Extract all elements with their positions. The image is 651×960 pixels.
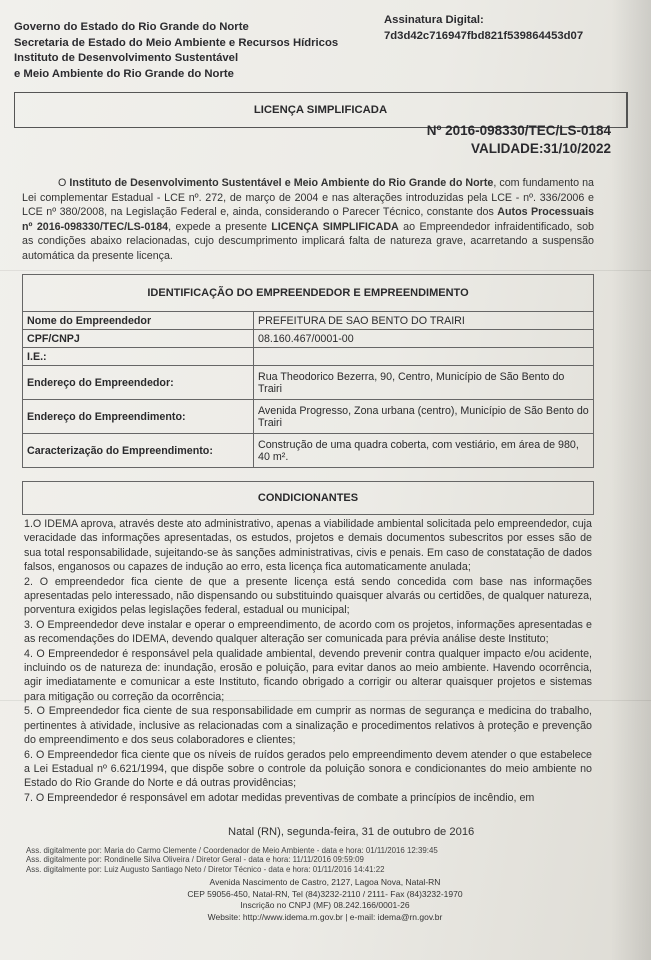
- issue-date-line: Natal (RN), segunda-feira, 31 de outubro de 2016: [228, 826, 475, 838]
- table-row: [23, 366, 594, 400]
- condition-item: 4. O Empreendedor é responsável pela qualidade ambiental, devendo prevenir contra qualquer impacto e/ou acidente, incluindo os de natureza de: inundação, erosão e poluição, para evitar danos ao meio ambiente. Havendo ocorrência, agir imediatamente e comunicar a este Instituto, ficando obrigado a corrigir ou alterar quaisquer projetos e sistemas para mitigação ou correção da ocorrência;: [24, 647, 592, 703]
- table-row: [23, 400, 594, 434]
- table-row: [23, 348, 594, 366]
- footer-address: Avenida Nascimento de Castro, 2127, Lagoa Nova, Natal-RN: [209, 877, 441, 887]
- condition-item: 7. O Empreendedor é responsável em adotar medidas preventivas de combate a princípios de incêndio, em: [24, 791, 535, 804]
- intro-text-1: O: [58, 177, 70, 189]
- intro-process-number: Autos Processuais nº 2016-098330/TEC/LS-0184: [22, 206, 594, 233]
- row-label: I.E.:: [23, 348, 254, 366]
- condition-item: 6. O Empreendedor fica ciente que os níveis de ruídos gerados pelo empreendimento devem atender o que estabelece a Lei Estadual nº 6.621/1994, que dispõe sobre o controle da poluição sonora e condicionantes do meio ambiente no Estado do Rio Grande do Norte e dá outras providências;: [24, 748, 592, 790]
- license-identifier: [427, 122, 611, 158]
- table-row: [23, 330, 594, 348]
- digital-signatures: [26, 846, 438, 874]
- condition-item: 3. O Empreendedor deve instalar e operar o empreendimento, de acordo com os projetos, informações apresentadas e as recomendações do IDEMA, devendo qualquer alteração ser comunicada para prévia análise deste Instituto;: [24, 618, 592, 646]
- page-edge-shadow: [611, 0, 651, 960]
- issuer-header: [14, 20, 338, 82]
- intro-org-name: Instituto de Desenvolvimento Sustentável e Meio Ambiente do Rio Grande do Norte: [69, 177, 494, 189]
- header-line-secretariat: Secretaria de Estado do Meio Ambiente e Recursos Hídricos: [14, 36, 339, 49]
- conditions-heading: CONDICIONANTES: [22, 481, 594, 515]
- document-title: LICENÇA SIMPLIFICADA: [253, 104, 388, 116]
- digital-signature-block: [384, 12, 583, 44]
- footer-website: Website: http://www.idema.rn.gov.br | e-mail: idema@rn.gov.br: [207, 912, 443, 923]
- institution-footer: [110, 877, 540, 924]
- row-label: Endereço do Empreendimento:: [23, 400, 254, 434]
- condition-item: 5. O Empreendedor fica ciente de sua responsabilidade em cumprir as normas de segurança e medicina do trabalho, pertinentes à atividade, inclusive as relacionadas com a sinalização e procedimentos relativos à proteção e prevenção do empreendimento e dos seus colaboradores e clientes;: [24, 705, 592, 747]
- table-row: [23, 434, 594, 468]
- signature-line: Ass. digitalmente por: Rondinelle Silva Oliveira / Diretor Geral - data e hora: 11/11/2016 09:59:09: [26, 855, 364, 865]
- row-label: Caracterização do Empreendimento:: [23, 434, 254, 468]
- signature-line: Ass. digitalmente por: Maria do Carmo Clemente / Coordenador de Meio Ambiente - data e hora: 01/11/2016 12:39:45: [26, 846, 438, 855]
- footer-cnpj: Inscrição no CNPJ (MF) 08.242.166/0001-26: [240, 900, 410, 911]
- paper-fold-line: [0, 270, 651, 271]
- paper-fold-line: [0, 700, 651, 701]
- condition-item: 2. O empreendedor fica ciente de que a presente licença está sendo concedida com base nas informações apresentadas pelo interessado, não dispensando ou substituindo quaisquer alvarás ou certidões, de qualquer natureza, porventura exigidos pelas legislações federal, estadual ou municipal;: [24, 575, 592, 617]
- conditions-list: [24, 517, 592, 805]
- row-label: Nome do Empreendedor: [23, 312, 254, 330]
- row-label: CPF/CNPJ: [23, 330, 254, 348]
- footer-contact: CEP 59056-450, Natal-RN, Tel (84)3232-2110 / 2111- Fax (84)3232-1970: [187, 888, 463, 899]
- header-line-government: Governo do Estado do Rio Grande do Norte: [14, 21, 249, 33]
- row-value: 08.160.467/0001-00: [254, 330, 594, 348]
- table-row: [23, 312, 594, 330]
- row-label: Endereço do Empreendedor:: [23, 366, 254, 400]
- license-validity: VALIDADE:31/10/2022: [470, 141, 611, 156]
- header-line-institute: Instituto de Desenvolvimento Sustentável: [14, 52, 239, 64]
- license-number: Nº 2016-098330/TEC/LS-0184: [426, 123, 611, 138]
- signature-hash: 7d3d42c716947fbd821f539864453d07: [384, 30, 584, 42]
- intro-text-4: ao Empreendedor infraidentificado, sob as condições abaixo relacionadas, cujo descumprimento implicará falta de natureza grave, acarretando a suspensão automática da presente licença.: [22, 220, 594, 262]
- signature-label: Assinatura Digital:: [384, 14, 484, 26]
- identification-heading: IDENTIFICAÇÃO DO EMPREENDEDOR E EMPREENDIMENTO: [23, 275, 594, 312]
- row-value: Rua Theodorico Bezerra, 90, Centro, Município de São Bento do Trairi: [254, 366, 594, 400]
- signature-line: Ass. digitalmente por: Luiz Augusto Santiago Neto / Diretor Técnico - data e hora: 01/11/2016 14:41:22: [26, 864, 385, 874]
- row-value: PREFEITURA DE SAO BENTO DO TRAIRI: [254, 312, 594, 330]
- row-value: [254, 348, 594, 366]
- row-value: Construção de uma quadra coberta, com vestiário, em área de 980, 40 m².: [254, 434, 594, 468]
- header-line-institute-cont: e Meio Ambiente do Rio Grande do Norte: [14, 67, 234, 80]
- condition-item: 1.O IDEMA aprova, através deste ato administrativo, apenas a viabilidade ambiental solicitada pelo empreendedor, cuja veracidade das informações apresentadas, os estudos, projetos e demais documentos subescritos por esses são de sua total responsabilidade, sujeitando-se às sanções administrativas, civis e penais. Em caso de constatação de dados falsos, enganosos ou capazes de indução ao erro, esta licença fica automaticamente anulada;: [24, 518, 592, 574]
- intro-text-3: , expede a presente: [168, 220, 272, 233]
- intro-paragraph: [22, 176, 594, 264]
- identification-table: [22, 274, 594, 468]
- row-value: Avenida Progresso, Zona urbana (centro), Município de São Bento do Trairi: [254, 400, 594, 434]
- intro-license-type: LICENÇA SIMPLIFICADA: [271, 220, 399, 233]
- intro-text-2: , com fundamento na Lei complementar Estadual - LCE nº. 272, de março de 2004 e nas alterações introduzidas pela LCE - nº. 336/2006 e LCE nº 380/2008, na Legislação Federal e, ainda, considerando o Parecer Técnico, constante dos: [22, 177, 594, 219]
